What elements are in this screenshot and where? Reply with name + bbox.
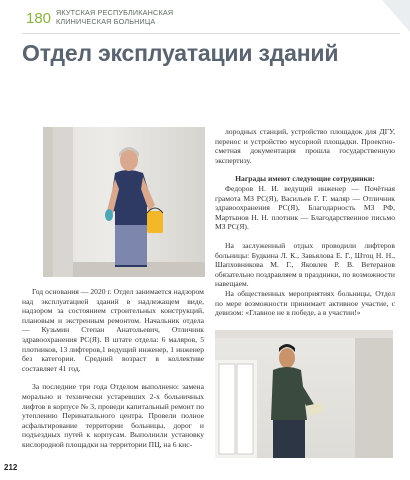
paragraph: Федоров Н. И. ведущий инженер — Почётная грамота МЗ РС(Я), Васильев Г. Г. маляр — Отличник здравоохранения РС(Я), Благодарность МЗ РФ, Мартынов Н. Н. плотник — Благодарственное письмо МЗ РС(Я). — [215, 183, 395, 232]
worker-illustration — [215, 330, 393, 458]
paragraph: За последние три года Отделом выполнено: замена морально и технически устаревших 2-х больничных лифтов в корпусе № 3, проведи капитальный ремонт по утеплению Перинатального центра. Провели полное асфальтирование территории больницы, дорог и подъездных путей к корпусам. Выполнили установку кислородной площадки на территории ПЦ, на 6 кис- — [22, 382, 204, 449]
awards-heading: Награды имеют следующие сотрудники: — [235, 174, 375, 184]
header-divider — [22, 33, 400, 34]
org-line-1: ЯКУТСКАЯ РЕСПУБЛИКАНСКАЯ — [56, 8, 174, 17]
painter-illustration — [43, 127, 205, 277]
page-header — [0, 0, 410, 32]
corner-decoration — [382, 0, 410, 32]
page-title: Отдел эксплуатации зданий — [22, 40, 339, 66]
text-column-right — [215, 127, 395, 318]
photo-painter — [43, 127, 205, 277]
page-number: 212 — [4, 463, 18, 472]
paragraph: На общественных мероприятиях больницы, Отдел по мере возможности принимает активное участие, с девизом: «Главное не в победе, а в участии!» — [215, 288, 395, 318]
logo-text: 180 — [26, 10, 52, 27]
organization-name — [56, 9, 173, 26]
text-column-left — [22, 287, 204, 450]
org-line-2: КЛИНИЧЕСКАЯ БОЛЬНИЦА — [56, 16, 156, 26]
hospital-logo — [26, 7, 52, 27]
paragraph: На заслуженный отдых проводили лифтеров больницы: Будкина Л. К., Завьялова Е. Г., Штоц Н. Н., Шапховникова М. Г., Яковлев Р. В. Ветеранов обязательно поздравляем в праздники, по возможности навещаем. — [215, 240, 395, 289]
paragraph: лородных станций, устройство площадок для ДГУ, перенос и устройство мусорной площадки. Проектно-сметная документация прошла государственную экспертизу. — [215, 127, 395, 165]
paragraph: Год основания — 2020 г. Отдел занимается надзором над эксплуатацией зданий в надлежащем виде, надзором за состоянием строительных конструкций, плановым и экстренным ремонтом. Начальник отдела — Кузьмин Степан Анатольевич, Отличник здравоохранения РС(Я). В штате отдела: 6 маляров, 5 плотников, 13 лифтеров,1 ведущий инженер, 1 инженер без категории. Средний возраст в коллективе составляет 41 год. — [22, 287, 204, 373]
photo-worker — [215, 330, 393, 458]
